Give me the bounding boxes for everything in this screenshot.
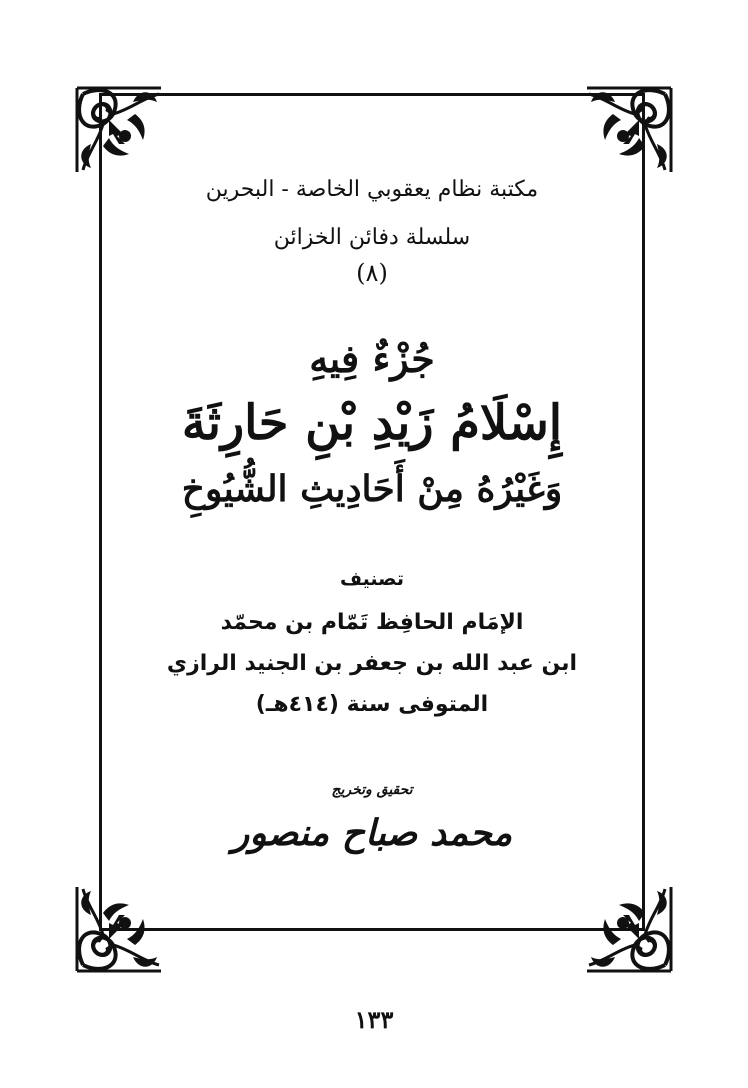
author-label: تصنيف bbox=[340, 568, 404, 590]
book-title-line-1: جُزْءٌ فِيهِ bbox=[309, 336, 435, 381]
page-border bbox=[99, 93, 645, 931]
book-title-line-2: إِسْلَامُ زَيْدِ بْنِ حَارِثَةَ bbox=[181, 395, 563, 451]
corner-ornament-top-right-icon bbox=[583, 84, 675, 176]
series-number: (٨) bbox=[356, 259, 388, 287]
author-line-1: الإمَام الحافِظ تَمّام بن محمّد bbox=[220, 610, 524, 635]
book-title-line-3: وَغَيْرُهُ مِنْ أَحَادِيثِ الشُّيُوخِ bbox=[181, 468, 563, 510]
corner-ornament-bottom-right-icon bbox=[583, 883, 675, 975]
corner-ornament-bottom-left-icon bbox=[73, 883, 165, 975]
corner-ornament-top-left-icon bbox=[73, 84, 165, 176]
page-number: ١٣٣ bbox=[354, 1005, 394, 1034]
editor-label: تحقيق وتخريج bbox=[331, 782, 413, 798]
author-line-2: ابن عبد الله بن جعفر بن الجنيد الرازي bbox=[166, 651, 578, 676]
library-name: مكتبة نظام يعقوبي الخاصة - البحرين bbox=[205, 177, 539, 202]
editor-name: محمد صباح منصور bbox=[231, 812, 513, 854]
series-name: سلسلة دفائن الخزائن bbox=[273, 225, 471, 250]
author-death-date: المتوفى سنة (٤١٤هـ) bbox=[255, 692, 489, 717]
